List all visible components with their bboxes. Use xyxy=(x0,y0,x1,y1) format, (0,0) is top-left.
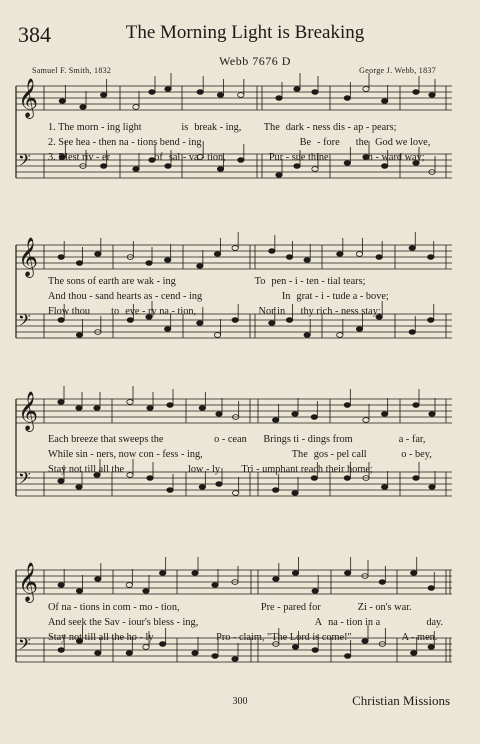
lyric-segment: grat - i - tude a - bove; xyxy=(296,291,389,302)
note-head xyxy=(363,87,369,92)
note-head xyxy=(413,403,419,408)
treble-clef-icon: 𝄞 xyxy=(18,237,39,277)
note-head xyxy=(159,642,165,647)
note-head xyxy=(337,333,343,338)
note-head xyxy=(58,318,64,323)
note-head xyxy=(362,639,368,644)
lyric-segment: to xyxy=(111,306,120,317)
note-head xyxy=(312,167,318,172)
note-head xyxy=(159,571,165,576)
lyric-segment: And seek the Sav - iour's bless - ing, xyxy=(48,617,199,628)
hymn-number: 384 xyxy=(18,22,51,47)
note-head xyxy=(344,96,350,101)
lyric-segment: A - men. xyxy=(401,632,438,643)
note-head xyxy=(127,400,133,405)
note-head xyxy=(411,571,417,576)
section-title: Christian Missions xyxy=(352,693,450,708)
note-head xyxy=(133,167,139,172)
note-head xyxy=(344,403,350,408)
note-head xyxy=(58,479,64,484)
note-head xyxy=(238,93,244,98)
note-head xyxy=(217,93,223,98)
note-head xyxy=(381,164,387,169)
note-head xyxy=(164,258,170,263)
music-system xyxy=(0,80,480,190)
note-head xyxy=(312,648,318,653)
note-head xyxy=(197,264,203,269)
lyric-segment: In xyxy=(281,291,291,302)
lyric-segment: A xyxy=(314,617,323,628)
note-head xyxy=(292,645,298,650)
note-head xyxy=(269,321,275,326)
note-head xyxy=(100,164,106,169)
note-head xyxy=(216,482,222,487)
note-head xyxy=(344,161,350,166)
note-head xyxy=(428,645,434,650)
note-head xyxy=(167,488,173,493)
note-head xyxy=(429,485,435,490)
note-head xyxy=(143,645,149,650)
lyric-segment: day. xyxy=(426,617,444,628)
note-head xyxy=(276,96,282,101)
note-head xyxy=(217,167,223,172)
note-head xyxy=(238,158,244,163)
note-head xyxy=(356,327,362,332)
note-head xyxy=(76,589,82,594)
lyric-segment: break - ing, xyxy=(194,122,242,133)
lyric-segment: The sons of earth are wak - ing xyxy=(48,276,176,287)
lyric-segment: Stay not till all the ho - ly xyxy=(48,632,154,643)
lyric-segment: Pro - claim, "The Lord is come!" xyxy=(216,632,352,643)
note-head xyxy=(344,654,350,659)
note-head xyxy=(94,406,100,411)
lyric-segment: the xyxy=(355,137,369,148)
lyric-segment: Pur - sue thine xyxy=(268,152,329,163)
lyric-segment: Zi - on's war. xyxy=(357,602,412,613)
note-head xyxy=(149,90,155,95)
note-head xyxy=(409,330,415,335)
lyric-segment: on - ward way; xyxy=(362,152,425,163)
lyric-segment: o - cean xyxy=(214,434,247,445)
note-head xyxy=(199,485,205,490)
note-head xyxy=(376,255,382,260)
lyric-segment: And thou - sand hearts as - cend - ing xyxy=(48,291,203,302)
note-head xyxy=(276,173,282,178)
note-head xyxy=(381,485,387,490)
lyric-segment: Nor in xyxy=(258,306,286,317)
note-head xyxy=(311,415,317,420)
note-head xyxy=(304,333,310,338)
hymn-title: The Morning Light is Breaking xyxy=(125,22,365,43)
note-head xyxy=(356,252,362,257)
lyric-segment: Each breeze that sweeps the xyxy=(48,434,164,445)
lyric-segment: of xyxy=(154,152,163,163)
note-head xyxy=(428,318,434,323)
note-head xyxy=(294,164,300,169)
lyric-segment: Of na - tions in com - mo - tion, xyxy=(48,602,180,613)
note-head xyxy=(59,99,65,104)
treble-clef-icon: 𝄞 xyxy=(18,391,39,431)
note-head xyxy=(192,571,198,576)
note-head xyxy=(165,164,171,169)
note-head xyxy=(212,654,218,659)
note-head xyxy=(95,651,101,656)
note-head xyxy=(428,586,434,591)
lyric-segment: To xyxy=(254,276,266,287)
treble-clef-icon: 𝄞 xyxy=(18,78,39,118)
note-head xyxy=(379,580,385,585)
note-head xyxy=(192,651,198,656)
lyric-segment: thy rich - ness stay; xyxy=(300,306,381,317)
bass-clef-icon: 𝄢 xyxy=(18,634,31,658)
note-head xyxy=(147,406,153,411)
lyric-segment: Flow thou xyxy=(48,306,91,317)
lyric-segment: o - bey, xyxy=(401,449,432,460)
tune-name: Webb 7676 D xyxy=(219,54,291,68)
note-head xyxy=(429,93,435,98)
note-head xyxy=(58,400,64,405)
lyric-segment: 2. See hea - then na - tions bend - ing xyxy=(48,137,202,148)
note-head xyxy=(344,571,350,576)
note-head xyxy=(216,412,222,417)
lyric-segment: - fore xyxy=(317,137,340,148)
note-head xyxy=(214,333,220,338)
note-head xyxy=(273,577,279,582)
lyric-segment: While sin - ners, now con - fess - ing, xyxy=(48,449,203,460)
note-head xyxy=(294,87,300,92)
note-head xyxy=(292,491,298,496)
note-head xyxy=(272,418,278,423)
note-head xyxy=(80,105,86,110)
note-head xyxy=(292,571,298,576)
note-head xyxy=(58,583,64,588)
lyric-segment: is xyxy=(181,122,189,133)
note-head xyxy=(232,491,238,496)
lyric-segment: Be xyxy=(299,137,312,148)
lyric-segment: eve - ry na - tion, xyxy=(125,306,197,317)
note-head xyxy=(411,651,417,656)
note-head xyxy=(197,321,203,326)
words-credit: Samuel F. Smith, 1832 xyxy=(32,66,112,75)
note-head xyxy=(286,318,292,323)
note-head xyxy=(304,258,310,263)
lyric-segment: 3. Blest riv - er xyxy=(48,152,111,163)
lyric-segment: Brings ti - dings from xyxy=(263,434,353,445)
note-head xyxy=(164,327,170,332)
note-head xyxy=(95,577,101,582)
note-head xyxy=(272,488,278,493)
note-head xyxy=(428,255,434,260)
note-head xyxy=(76,485,82,490)
note-head xyxy=(143,589,149,594)
note-head xyxy=(76,261,82,266)
lyric-segment: na - tion in a xyxy=(328,617,381,628)
lyric-segment: Pre - pared for xyxy=(260,602,321,613)
note-head xyxy=(58,648,64,653)
lyric-segment: God we love, xyxy=(375,137,431,148)
note-head xyxy=(311,476,317,481)
lyric-segment: 1. The morn - ing light xyxy=(48,122,142,133)
note-head xyxy=(146,261,152,266)
note-head xyxy=(409,246,415,251)
note-head xyxy=(292,412,298,417)
lyric-segment: The xyxy=(291,449,308,460)
note-head xyxy=(381,412,387,417)
note-head xyxy=(413,476,419,481)
note-head xyxy=(165,87,171,92)
music-system xyxy=(0,393,480,503)
note-head xyxy=(344,476,350,481)
music-credit: George J. Webb, 1837 xyxy=(359,66,436,75)
note-head xyxy=(214,252,220,257)
note-head xyxy=(126,651,132,656)
note-head xyxy=(147,476,153,481)
note-head xyxy=(232,657,238,662)
lyric-segment: Stay not till all the xyxy=(48,464,125,475)
note-head xyxy=(127,318,133,323)
note-head xyxy=(232,318,238,323)
note-head xyxy=(95,252,101,257)
note-head xyxy=(269,249,275,254)
note-head xyxy=(199,406,205,411)
lyric-segment: low - ly xyxy=(188,464,221,475)
treble-clef-icon: 𝄞 xyxy=(18,562,39,602)
note-head xyxy=(126,583,132,588)
note-head xyxy=(167,403,173,408)
note-head xyxy=(100,93,106,98)
note-head xyxy=(212,583,218,588)
note-head xyxy=(127,473,133,478)
note-head xyxy=(312,589,318,594)
note-head xyxy=(58,255,64,260)
lyric-segment: dark - ness dis - ap - pears; xyxy=(285,122,397,133)
lyric-segment: The xyxy=(263,122,280,133)
lyric-segment: gos - pel call xyxy=(313,449,367,460)
bass-clef-icon: 𝄢 xyxy=(18,310,31,334)
note-head xyxy=(413,90,419,95)
note-head xyxy=(286,255,292,260)
note-head xyxy=(133,105,139,110)
note-head xyxy=(381,99,387,104)
note-head xyxy=(76,406,82,411)
page-number: 300 xyxy=(232,696,248,707)
lyric-segment: a - far, xyxy=(398,434,426,445)
lyric-segment: Tri - umphant reach their home; xyxy=(241,464,373,475)
note-head xyxy=(232,246,238,251)
note-head xyxy=(363,418,369,423)
bass-clef-icon: 𝄢 xyxy=(18,150,31,174)
lyric-segment: sal - va - tion, xyxy=(168,152,226,163)
note-head xyxy=(76,333,82,338)
lyric-segment: pen - i - ten - tial tears; xyxy=(271,276,366,287)
note-head xyxy=(337,252,343,257)
note-head xyxy=(312,90,318,95)
bass-clef-icon: 𝄢 xyxy=(18,468,31,492)
note-head xyxy=(429,412,435,417)
bass-staff xyxy=(16,472,452,496)
note-head xyxy=(197,90,203,95)
